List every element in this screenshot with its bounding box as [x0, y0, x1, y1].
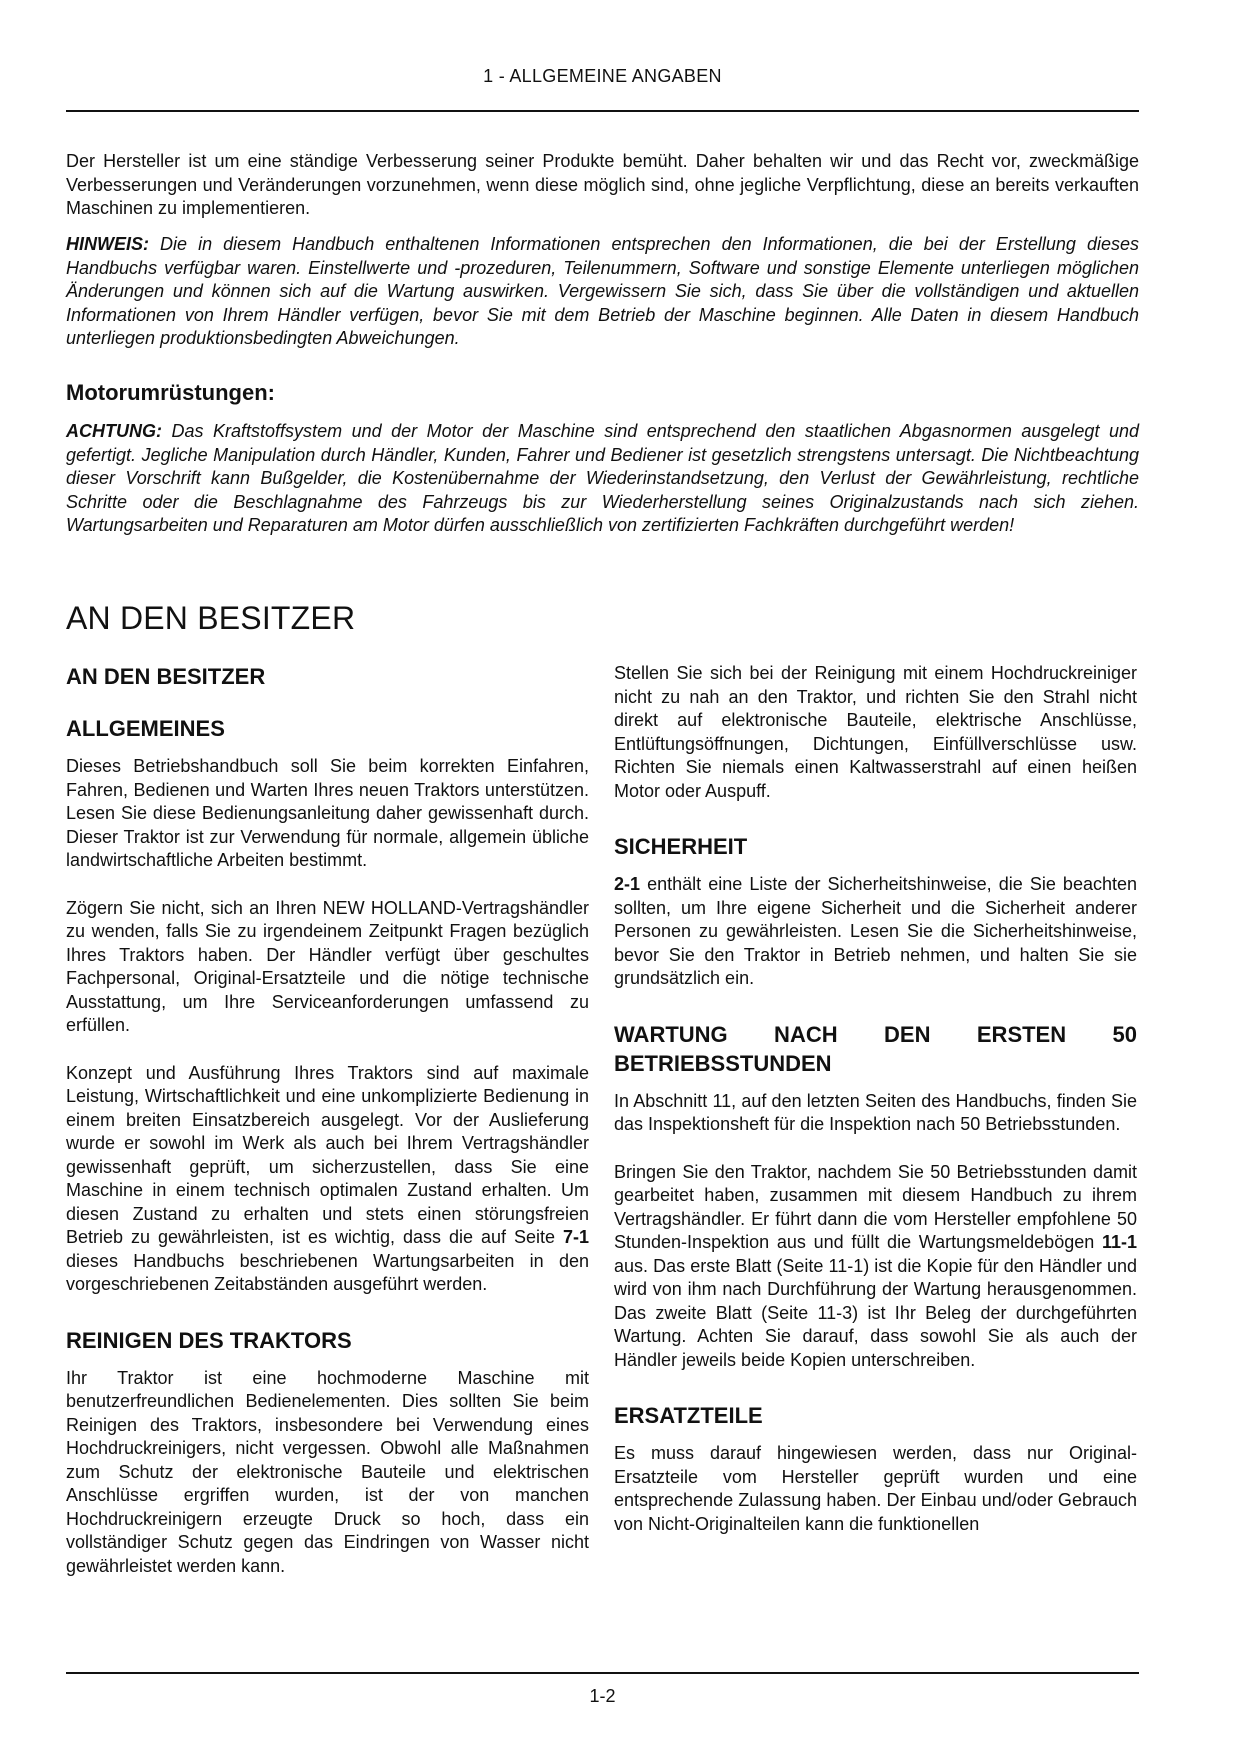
general-p3-text-a: Konzept und Ausführung Ihres Traktors sind auf maximale Leistung, Wirtschaftlichkeit und eine unkomplizierte Bedienung in einem breiten Einsatzbereich ausgelegt. Vor der Auslieferung wurde er sowohl im Werk als auch bei Ihrem Vertragshändler gewissenhaft geprüft, um sicherzustellen, dass Sie eine Maschine in einem technisch optimalen Zustand erhalten. Um diesen Zustand zu erhalten und stets einen störungsfreien Betrieb zu gewährleisten, ist es wichtig, dass die auf Seite [66, 1062, 589, 1247]
header-rule [66, 110, 1139, 112]
achtung-label: ACHTUNG: [66, 421, 162, 441]
achtung-text: Das Kraftstoffsystem und der Motor der Maschine sind entsprechend den staatlichen Abgasnormen ausgelegt und gefertigt. Jegliche Manipulation durch Händler, Kunden, Fahrer und Bediener ist gesetzlich strengstens untersagt. Die Nichtbeachtung dieser Vorschrift kann Bußgelder, die Kostenübernahme der Wiederinstandsetzung, den Verlust der Gewährleistung, rechtliche Schritte oder die Beschlagnahme des Fahrzeugs bis zur Wiederherstellung seines Originalzustands nach sich ziehen. Wartungsarbeiten und Reparaturen am Motor dürfen ausschließlich von zertifizierten Fachkräften durchgeführt werden! [66, 421, 1139, 535]
maintenance-p2-text-b: aus. Das erste Blatt (Seite 11-1) ist die Kopie für den Händler und wird von ihm nach Durchführung der Wartung herausgenommen. Das zweite Blatt (Seite 11-3) ist Ihr Beleg der durchgeführten Wartung. Achten Sie darauf, dass sowohl Sie als auch der Händler jeweils beide Kopien unterschreiben. [614, 1255, 1137, 1370]
achtung-paragraph [66, 420, 1139, 538]
cleaning-paragraph: Ihr Traktor ist eine hochmoderne Maschine mit benutzerfreundlichen Bedienelementen. Dies sollten Sie beim Reinigen des Traktors, insbesondere bei Verwendung eines Hochdruckreinigers, nicht vergessen. Obwohl alle Maßnahmen zum Schutz der elektronische Bauteile und elektrischen Anschlüsse ergriffen wurden, ist der von manchen Hochdruckreinigern erzeugte Druck so hoch, dass ein vollständiger Schutz gegen das Eindringen von Wasser nicht gewährleistet werden kann. [66, 1367, 589, 1576]
left-column [66, 662, 589, 1578]
heading-parts: ERSATZTEILE [614, 1403, 763, 1428]
heading-general: ALLGEMEINES [66, 716, 225, 741]
maintenance-paragraph-2 [614, 1161, 1137, 1373]
cleaning-paragraph-continued: Stellen Sie sich bei der Reinigung mit einem Hochdruckreiniger nicht zu nah an den Traktor, und richten Sie den Strahl nicht direkt auf elektronische Bauteile, elektrische Anschlüsse, Entlüftungsöffnungen, Dichtungen, Einfüllverschlüsse usw. Richten Sie niemals einen Kaltwasserstrahl auf einen heißen Motor oder Auspuff. [614, 663, 1137, 801]
maintenance-paragraph-1: In Abschnitt 11, auf den letzten Seiten des Handbuchs, finden Sie das Inspektionsheft für die Inspektion nach 50 Betriebsstunden. [614, 1090, 1137, 1134]
maintenance-p2-text-a: Bringen Sie den Traktor, nachdem Sie 50 Betriebsstunden damit gearbeitet haben, zusammen mit diesem Handbuch zu ihrem Vertragshändler. Er führt dann die vom Hersteller empfohlene 50 Stunden-Inspektion aus und füllt die Wartungsmeldebögen [614, 1161, 1137, 1252]
heading-safety: SICHERHEIT [614, 834, 748, 859]
motor-heading: Motorumrüstungen: [66, 380, 275, 405]
heading-maintenance: WARTUNG NACH DEN ERSTEN 50 BETRIEBSSTUNDEN [614, 1021, 1137, 1076]
heading-cleaning: REINIGEN DES TRAKTORS [66, 1327, 352, 1353]
safety-text: enthält eine Liste der Sicherheitshinweise, die Sie beachten sollten, um Ihre eigene Sicherheit und die Sicherheit anderer Personen zu gewährleisten. Lesen Sie die Sicherheitshinweise, bevor Sie den Traktor in Betrieb nehmen, und halten Sie sie grundsätzlich ein. [614, 874, 1137, 988]
safety-paragraph [614, 873, 1137, 991]
hinweis-label: HINWEIS: [66, 234, 149, 254]
footer-rule [66, 1672, 1139, 1674]
general-paragraph-1: Dieses Betriebshandbuch soll Sie beim korrekten Einfahren, Fahren, Bedienen und Warten Ihres neuen Traktors unterstützen. Lesen Sie diese Bedienungsanleitung daher gewissenhaft durch. Dieser Traktor ist zur Verwendung für normale, allgemein übliche landwirtschaftliche Arbeiten bestimmt. [66, 756, 589, 870]
hinweis-text: Die in diesem Handbuch enthaltenen Informationen entsprechen den Informationen, die bei der Erstellung dieses Handbuchs verfügbar waren. Einstellwerte und -prozeduren, Teilenummern, Software und sonstige Elemente unterliegen möglichen Änderungen und können sich auf die Wartung auswirken. Vergewissern Sie sich, dass Sie über die vollständigen und aktuellen Informationen von Ihrem Händler verfügen, bevor Sie mit dem Betrieb der Maschine beginnen. Alle Daten in diesem Handbuch unterliegen produktionsbedingten Abweichungen. [66, 234, 1139, 348]
page-number: 1-2 [589, 1686, 616, 1706]
page-header: 1 - ALLGEMEINE ANGABEN [483, 66, 722, 86]
intro-paragraph: Der Hersteller ist um eine ständige Verbesserung seiner Produkte bemüht. Daher behalten wir und das Recht vor, zweckmäßige Verbesserungen und Veränderungen vorzunehmen, wenn diese möglich sind, ohne jegliche Verpflichtung, diese an bereits verkauften Maschinen zu implementieren. [66, 151, 1139, 218]
parts-paragraph: Es muss darauf hingewiesen werden, dass nur Original-Ersatzteile vom Hersteller geprüft wurden und eine entsprechende Zulassung haben. Der Einbau und/oder Gebrauch von Nicht-Originalteilen kann die funktionellen [614, 1443, 1137, 1534]
hinweis-paragraph [66, 233, 1139, 351]
general-paragraph-3 [66, 1062, 589, 1297]
general-paragraph-2: Zögern Sie nicht, sich an Ihren NEW HOLLAND-Vertragshändler zu wenden, falls Sie zu irgendeinem Zeitpunkt Fragen bezüglich Ihres Traktors haben. Der Händler verfügt über geschultes Fachpersonal, Original-Ersatzteile und die nötige technische Ausstattung, um Ihre Serviceanforderungen umfassend zu erfüllen. [66, 897, 589, 1035]
heading-owner: AN DEN BESITZER [66, 664, 266, 689]
section-reference: 2-1 [614, 874, 641, 894]
page-reference: 7-1 [562, 1227, 589, 1247]
form-reference: 11-1 [1101, 1232, 1137, 1252]
right-column [614, 662, 1137, 1536]
general-p3-text-b: dieses Handbuchs beschriebenen Wartungsarbeiten in den vorgeschriebenen Zeitabständen ausgeführt werden. [66, 1250, 589, 1294]
section-title: AN DEN BESITZER [66, 600, 356, 636]
